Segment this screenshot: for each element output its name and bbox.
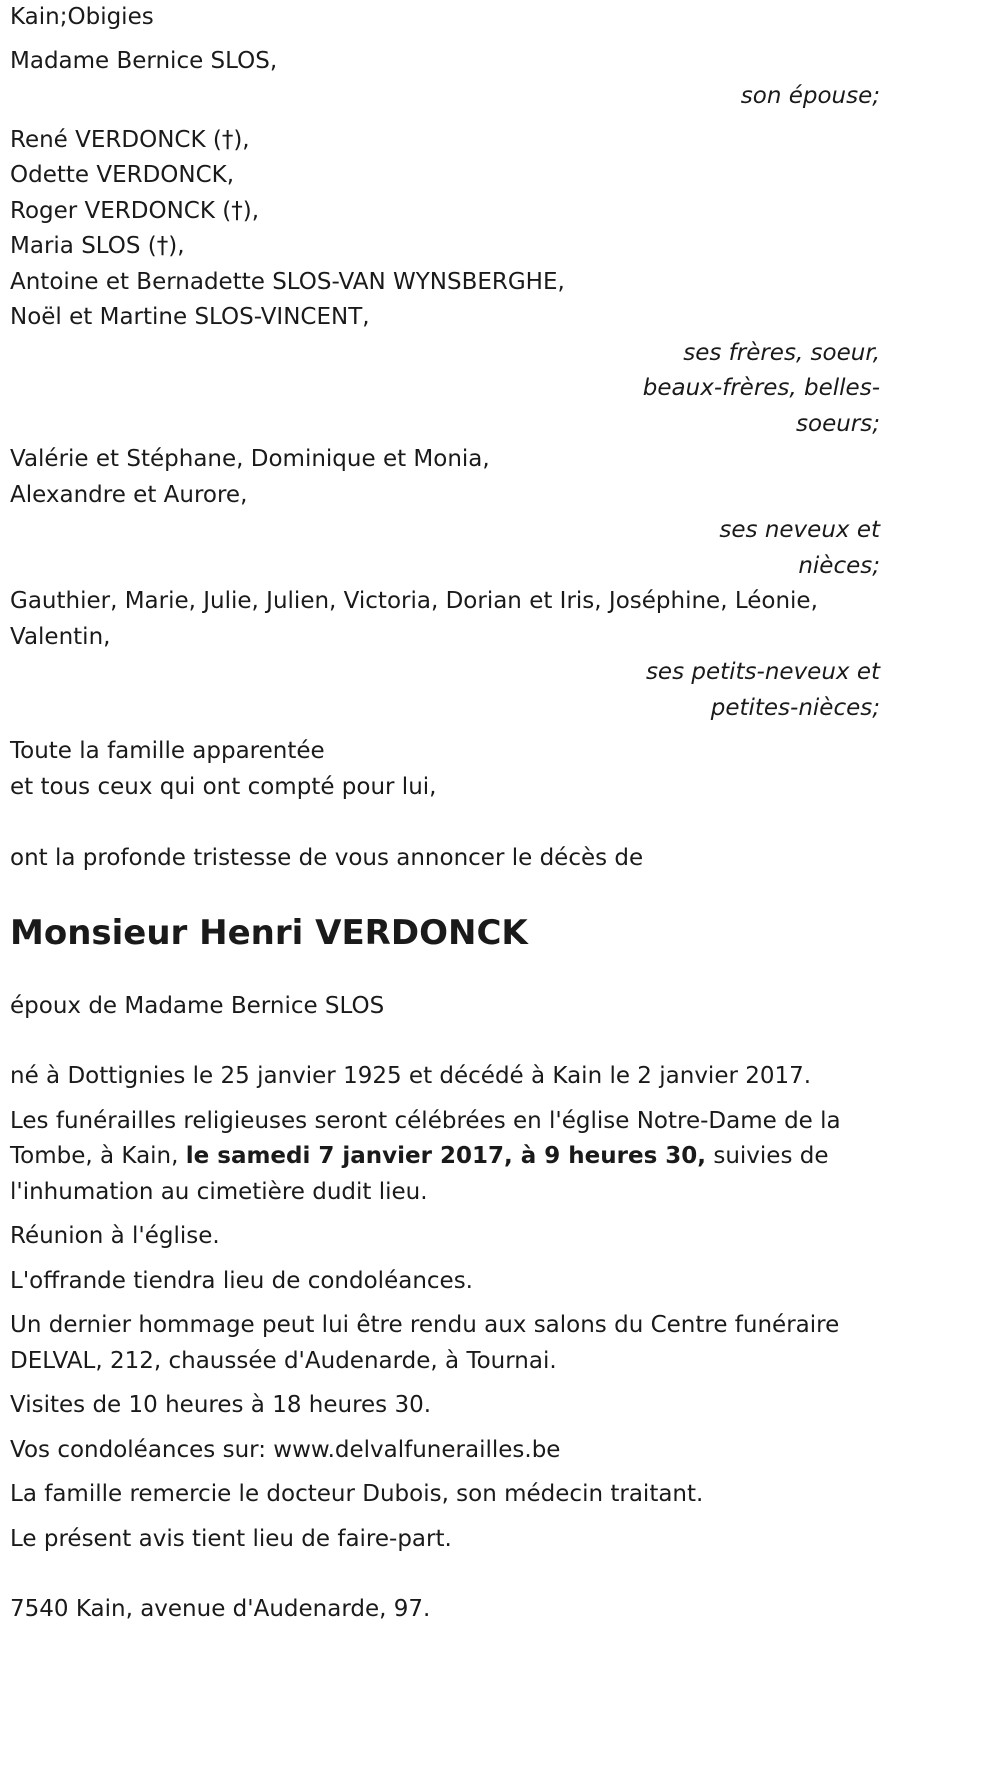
grand-nephews-role-line: ses petits-neveux et bbox=[645, 659, 880, 685]
grand-nephews-role bbox=[10, 655, 880, 726]
birth-death-text: né à Dottignies le 25 janvier 1925 et décédé à Kain le 2 janvier 2017. bbox=[10, 1063, 812, 1089]
siblings-role bbox=[10, 336, 880, 443]
note-condoleances: Vos condoléances sur: www.delvalfunerailles.be bbox=[10, 1436, 561, 1463]
funeral-intro: Les funérailles religieuses seront célébrées en l'église Notre-Dame de la Tombe, à Kain, bbox=[10, 1107, 841, 1169]
nephew-names: Alexandre et Aurore, bbox=[10, 481, 248, 508]
nephew-names: Valérie et Stéphane, Dominique et Monia, bbox=[10, 446, 490, 472]
nephews-role-line: ses neveux et bbox=[719, 517, 880, 543]
sibling-name: Roger VERDONCK (†), bbox=[10, 197, 260, 224]
siblings-role-line: soeurs; bbox=[796, 410, 880, 437]
deceased-name: Monsieur Henri VERDONCK bbox=[10, 912, 528, 953]
note-visites: Visites de 10 heures à 18 heures 30. bbox=[10, 1392, 432, 1418]
note-faire-part: Le présent avis tient lieu de faire-part. bbox=[10, 1525, 452, 1552]
siblings-list bbox=[10, 123, 880, 336]
note-offrande: L'offrande tiendra lieu de condoléances. bbox=[10, 1267, 473, 1294]
sibling-name: Odette VERDONCK, bbox=[10, 162, 235, 188]
extended-family: Toute la famille apparentée bbox=[10, 738, 325, 764]
extended-family: et tous ceux qui ont compté pour lui, bbox=[10, 773, 437, 800]
announcement-text: ont la profonde tristesse de vous annoncer le décès de bbox=[10, 845, 644, 871]
spouse-role bbox=[10, 79, 880, 115]
funeral-outro: suivies de l'inhumation au cimetière dudit lieu. bbox=[10, 1143, 829, 1205]
siblings-role-line: beaux-frères, belles- bbox=[642, 375, 880, 401]
place-header: Kain;Obigies bbox=[10, 4, 154, 30]
note-remerciements: La famille remercie le docteur Dubois, son médecin traitant. bbox=[10, 1481, 704, 1507]
sibling-name: Antoine et Bernadette SLOS-VAN WYNSBERGHE, bbox=[10, 268, 565, 295]
sibling-name: Noël et Martine SLOS-VINCENT, bbox=[10, 304, 370, 330]
sibling-name: René VERDONCK (†), bbox=[10, 126, 250, 153]
spouse-name: Madame Bernice SLOS, bbox=[10, 47, 278, 74]
sibling-name: Maria SLOS (†), bbox=[10, 233, 185, 259]
obituary-document bbox=[10, 0, 880, 1628]
nephews-list bbox=[10, 442, 880, 513]
grand-nephews-list bbox=[10, 584, 880, 655]
note-hommage: Un dernier hommage peut lui être rendu aux salons du Centre funéraire DELVAL, 212, chaussée d'Audenarde, à Tournai. bbox=[10, 1312, 840, 1374]
spouse-role-line: son épouse; bbox=[740, 83, 880, 109]
funeral-datetime: le samedi 7 janvier 2017, à 9 heures 30, bbox=[185, 1143, 707, 1169]
address-text: 7540 Kain, avenue d'Audenarde, 97. bbox=[10, 1596, 431, 1622]
note-reunion: Réunion à l'église. bbox=[10, 1223, 220, 1249]
funeral-details bbox=[10, 1104, 880, 1211]
grand-nephew-names: Gauthier, Marie, Julie, Julien, Victoria, Dorian et Iris, Joséphine, Léonie, bbox=[10, 588, 818, 614]
spouse-of-text: époux de Madame Bernice SLOS bbox=[10, 992, 385, 1019]
nephews-role bbox=[10, 513, 880, 584]
siblings-role-line: ses frères, soeur, bbox=[683, 339, 880, 366]
nephews-role-line: nièces; bbox=[798, 552, 880, 579]
grand-nephew-names: Valentin, bbox=[10, 623, 111, 650]
grand-nephews-role-line: petites-nièces; bbox=[710, 694, 880, 721]
